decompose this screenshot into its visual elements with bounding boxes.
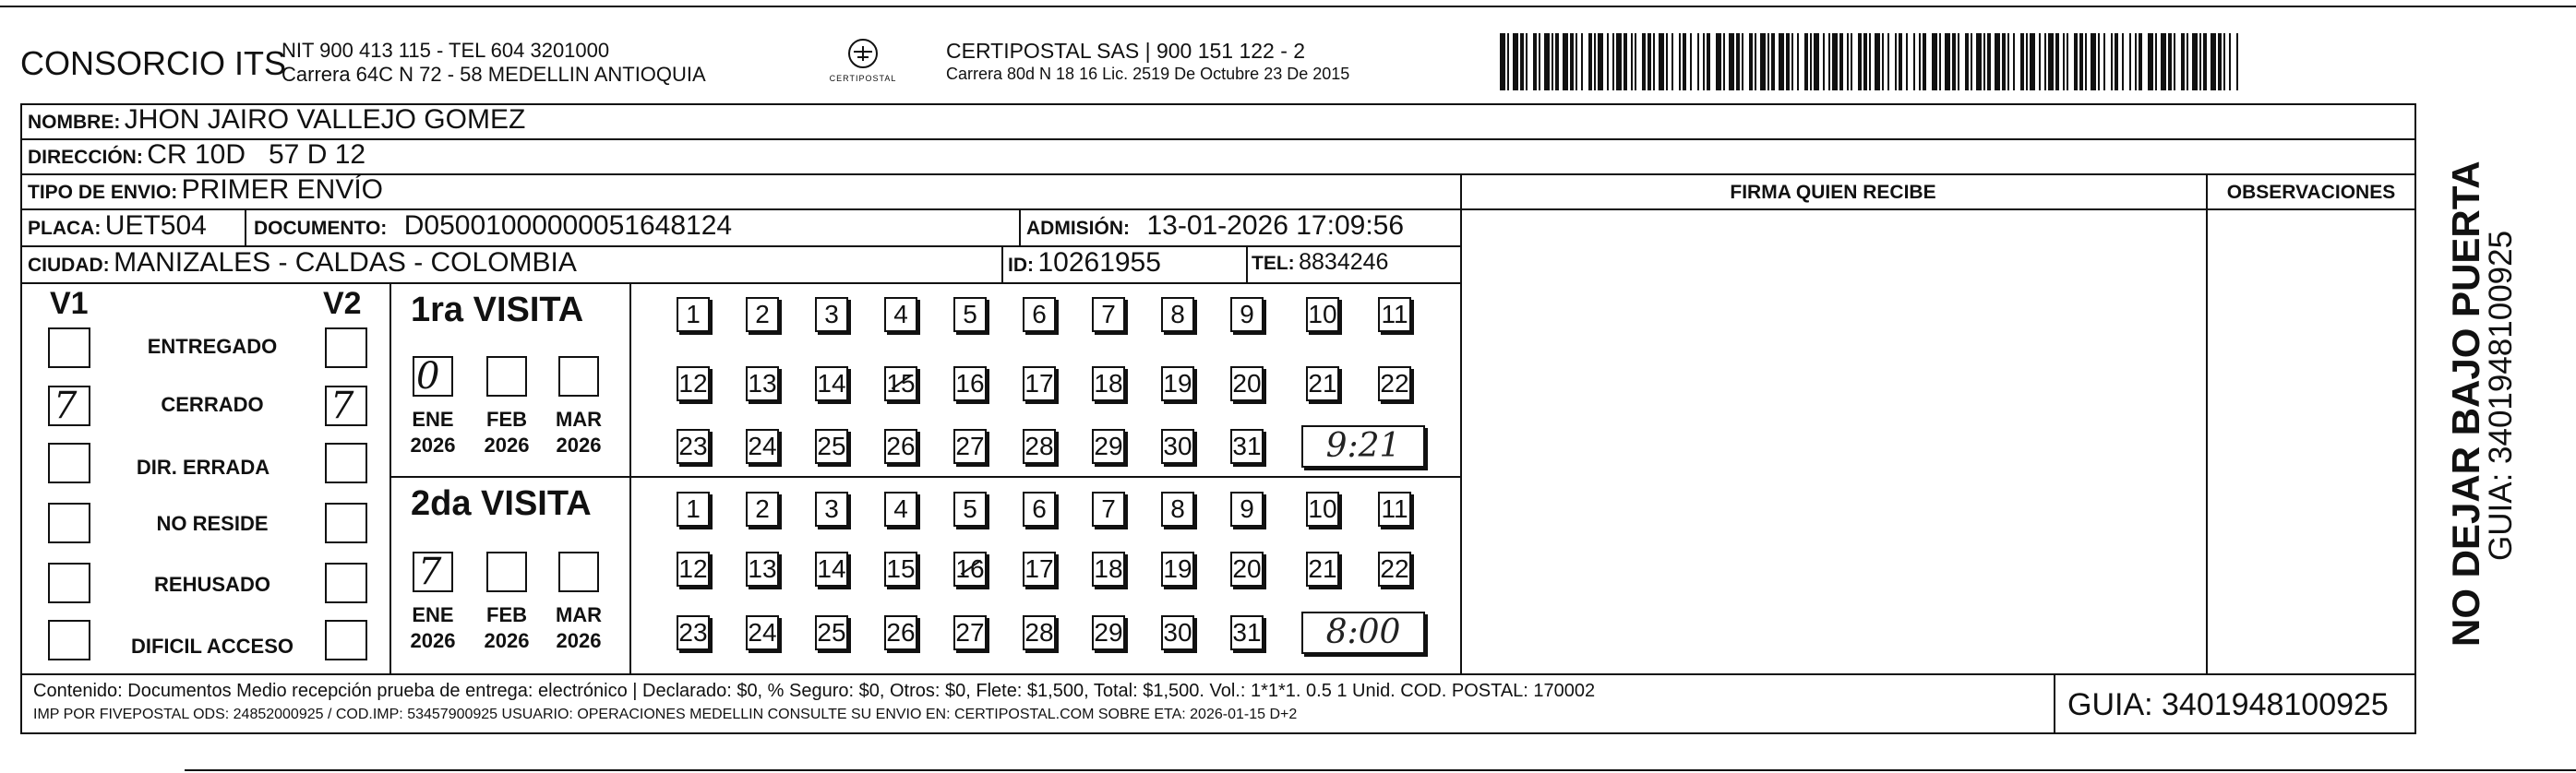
- v1-dificil-acceso-checkbox[interactable]: [48, 620, 90, 660]
- courier-address: Carrera 80d N 18 16 Lic. 2519 De Octubre 23 De 2015: [946, 65, 1350, 83]
- second-visit-ene-checkbox[interactable]: [413, 552, 453, 592]
- first-visit-feb-checkbox[interactable]: [486, 356, 527, 397]
- second-visit-feb-checkbox[interactable]: [486, 552, 527, 592]
- col-firma-left: [1460, 173, 1462, 673]
- second-visit-day-9[interactable]: 9: [1230, 492, 1264, 527]
- v1-cerrado-check-mark: 7: [54, 385, 78, 427]
- courier-name: CERTIPOSTAL SAS | 900 151 122 - 2: [946, 39, 1306, 63]
- status-cerrado: CERRADO: [161, 393, 264, 416]
- v1-rehusado-checkbox[interactable]: [48, 563, 90, 603]
- row-line-1: [20, 138, 2416, 140]
- admision-label: ADMISIÓN:: [1026, 218, 1130, 239]
- second-visit-day-26[interactable]: 26: [884, 615, 917, 650]
- col-observ-left: [2206, 173, 2208, 673]
- status-no-reside: NO RESIDE: [156, 512, 269, 535]
- first-visit-year-feb: 2026: [484, 434, 530, 457]
- v2-cerrado-checkbox[interactable]: [325, 386, 367, 426]
- second-visit-day-28[interactable]: 28: [1023, 615, 1056, 650]
- first-visit-day-23[interactable]: 23: [677, 429, 710, 464]
- v2-dificil-acceso-checkbox[interactable]: [325, 620, 367, 660]
- second-visit-day-21[interactable]: 21: [1306, 552, 1339, 587]
- v2-no-reside-checkbox[interactable]: [325, 503, 367, 543]
- bottom-border: [185, 769, 2576, 771]
- first-visit-day-3[interactable]: 3: [815, 297, 848, 332]
- id-label: ID:: [1008, 255, 1034, 276]
- tel-value: 8834246: [1299, 249, 1389, 275]
- second-visit-day-15[interactable]: 15: [884, 552, 917, 587]
- id-value: 10261955: [1037, 247, 1161, 278]
- second-visit-month-mar: MAR: [555, 603, 603, 626]
- admision-value: 13-01-2026 17:09:56: [1146, 210, 1405, 241]
- status-dificil-acceso: DIFICIL ACCESO: [130, 635, 294, 658]
- tipo-row: [28, 174, 383, 206]
- guia-box-left: [2054, 673, 2055, 734]
- second-visit-day-8[interactable]: 8: [1161, 492, 1194, 527]
- top-border: [0, 6, 2576, 7]
- second-visit-ene-mark: 7: [418, 551, 442, 593]
- direccion-row: [28, 139, 365, 171]
- placa-value: UET504: [104, 210, 207, 241]
- first-visit-day-26[interactable]: 26: [884, 429, 917, 464]
- first-visit-ene-mark: 0: [416, 355, 440, 398]
- side-guia: GUIA: 3401948100925: [2483, 230, 2519, 561]
- second-visit-day-27[interactable]: 27: [953, 615, 987, 650]
- status-entregado: ENTREGADO: [147, 335, 278, 358]
- id-sep: [1001, 245, 1003, 282]
- first-visit-year-mar: 2026: [556, 434, 602, 457]
- second-visit-day-11[interactable]: 11: [1378, 492, 1411, 527]
- first-visit-day-30[interactable]: 30: [1161, 429, 1194, 464]
- v2-entregado-checkbox[interactable]: [325, 327, 367, 368]
- documento-value: D05001000000051648124: [403, 210, 733, 241]
- first-visit-day-12[interactable]: 12: [677, 366, 710, 401]
- v1-cerrado-checkbox[interactable]: [48, 386, 90, 426]
- nombre-value: JHON JAIRO VALLEJO GOMEZ: [124, 104, 526, 135]
- first-visit-day-24[interactable]: 24: [746, 429, 779, 464]
- first-visit-month-ene: ENE: [412, 408, 454, 431]
- second-visit-month-feb: FEB: [486, 603, 527, 626]
- first-visit-day-18[interactable]: 18: [1092, 366, 1125, 401]
- second-visit-day-4[interactable]: 4: [884, 492, 917, 527]
- first-visit-day-13[interactable]: 13: [746, 366, 779, 401]
- first-visit-day-5[interactable]: 5: [953, 297, 987, 332]
- observaciones-label: OBSERVACIONES: [2226, 182, 2396, 203]
- tel-sep: [1246, 245, 1248, 282]
- certipostal-logo: [826, 35, 900, 90]
- v1-no-reside-checkbox[interactable]: [48, 503, 90, 543]
- id-row: [1008, 247, 1161, 279]
- first-visit-day-29[interactable]: 29: [1092, 429, 1125, 464]
- second-visit-day-1[interactable]: 1: [677, 492, 710, 527]
- placa-sep: [245, 208, 246, 245]
- v1-dir-errada-checkbox[interactable]: [48, 443, 90, 483]
- first-visit-day-22[interactable]: 22: [1378, 366, 1411, 401]
- status-dir-errada: DIR. ERRADA: [136, 456, 270, 479]
- second-visit-day-17[interactable]: 17: [1023, 552, 1056, 587]
- second-visit-year-feb: 2026: [484, 629, 530, 652]
- direccion-label: DIRECCIÓN:: [28, 147, 143, 168]
- v2-label: V2: [323, 286, 362, 321]
- placa-label: PLACA:: [28, 218, 102, 239]
- ciudad-row: [28, 247, 577, 279]
- no-dejar-bajo-puerta: NO DEJAR BAJO PUERTA: [2444, 161, 2487, 647]
- status-rehusado: REHUSADO: [154, 573, 270, 596]
- v2-dir-errada-checkbox[interactable]: [325, 443, 367, 483]
- company-address: Carrera 64C N 72 - 58 MEDELLIN ANTIOQUIA: [282, 63, 706, 86]
- second-visit-day-3[interactable]: 3: [815, 492, 848, 527]
- first-visit-day-4[interactable]: 4: [884, 297, 917, 332]
- row-line-5: [20, 282, 1460, 284]
- second-visit-day-25[interactable]: 25: [815, 615, 848, 650]
- second-visit-day-7[interactable]: 7: [1092, 492, 1125, 527]
- first-visit-day-11[interactable]: 11: [1378, 297, 1411, 332]
- second-visit-day-6[interactable]: 6: [1023, 492, 1056, 527]
- first-visit-mar-checkbox[interactable]: [558, 356, 599, 397]
- first-visit-day-15-scribble: [892, 375, 912, 390]
- nombre-label: NOMBRE:: [28, 112, 121, 133]
- v2-cerrado-check-mark: 7: [330, 385, 354, 427]
- first-visit-day-15[interactable]: 15: [884, 366, 917, 401]
- second-visit-day-10[interactable]: 10: [1306, 492, 1339, 527]
- second-visit-month-ene: ENE: [412, 603, 454, 626]
- second-visit-day-16-scribble: [961, 560, 981, 576]
- admision-row: [1026, 210, 1404, 242]
- first-visit-day-10[interactable]: 10: [1306, 297, 1339, 332]
- v1-entregado-checkbox[interactable]: [48, 327, 90, 368]
- tel-label: TEL:: [1252, 253, 1295, 274]
- first-visit-day-20[interactable]: 20: [1230, 366, 1264, 401]
- nombre-row: [28, 104, 525, 136]
- documento-label: DOCUMENTO:: [254, 218, 388, 239]
- documento-row: [254, 210, 732, 242]
- company-nit: NIT 900 413 115 - TEL 604 3201000: [282, 39, 610, 62]
- ciudad-value: MANIZALES - CALDAS - COLOMBIA: [114, 247, 577, 278]
- tipo-label: TIPO DE ENVIO:: [28, 182, 178, 203]
- second-visit-day-12[interactable]: 12: [677, 552, 710, 587]
- col-visit-right: [629, 282, 631, 673]
- first-visit-month-mar: MAR: [555, 408, 603, 431]
- first-visit-day-16[interactable]: 16: [953, 366, 987, 401]
- first-visit-day-27[interactable]: 27: [953, 429, 987, 464]
- first-visit-day-19[interactable]: 19: [1161, 366, 1194, 401]
- second-visit-day-2[interactable]: 2: [746, 492, 779, 527]
- first-visit-day-9[interactable]: 9: [1230, 297, 1264, 332]
- logo-text: CERTIPOSTAL: [829, 74, 897, 83]
- footer-contents: Contenido: Documentos Medio recepción prueba de entrega: electrónico | Declarado: $0, % Seguro: $0, Otros: $0, Flete: $1,500, Total: $1,500. Vol.: 1*1*1. 0.5 1 Unid. COD. POSTAL: 170002: [33, 681, 1596, 701]
- first-visit-day-28[interactable]: 28: [1023, 429, 1056, 464]
- second-visit-year-ene: 2026: [410, 629, 456, 652]
- placa-row: [28, 210, 207, 242]
- second-visit-day-20[interactable]: 20: [1230, 552, 1264, 587]
- second-visit-day-30[interactable]: 30: [1161, 615, 1194, 650]
- tipo-value: PRIMER ENVÍO: [181, 174, 384, 205]
- second-visit-mar-checkbox[interactable]: [558, 552, 599, 592]
- second-visit-day-24[interactable]: 24: [746, 615, 779, 650]
- second-visit-day-18[interactable]: 18: [1092, 552, 1125, 587]
- second-visit-day-31[interactable]: 31: [1230, 615, 1264, 650]
- second-visit-year-mar: 2026: [556, 629, 602, 652]
- first-visit-day-21[interactable]: 21: [1306, 366, 1339, 401]
- first-visit-ene-checkbox[interactable]: [413, 356, 453, 397]
- first-visit-day-1[interactable]: 1: [677, 297, 710, 332]
- second-visit-day-16[interactable]: 16: [953, 552, 987, 587]
- v2-rehusado-checkbox[interactable]: [325, 563, 367, 603]
- firma-label: FIRMA QUIEN RECIBE: [1730, 182, 1936, 203]
- first-visit-day-7[interactable]: 7: [1092, 297, 1125, 332]
- tel-row: [1252, 249, 1388, 276]
- second-visit-day-23[interactable]: 23: [677, 615, 710, 650]
- admision-sep: [1019, 208, 1021, 245]
- row-line-6: [20, 673, 2416, 675]
- first-visit-day-6[interactable]: 6: [1023, 297, 1056, 332]
- direccion-value: CR 10D 57 D 12: [147, 139, 366, 170]
- ciudad-label: CIUDAD:: [28, 255, 110, 276]
- first-visit-year-ene: 2026: [410, 434, 456, 457]
- first-visit-month-feb: FEB: [486, 408, 527, 431]
- second-visit-day-19[interactable]: 19: [1161, 552, 1194, 587]
- second-visit-day-14[interactable]: 14: [815, 552, 848, 587]
- company-name: CONSORCIO ITS: [20, 44, 287, 82]
- visit-separator: [389, 476, 1460, 478]
- second-visit-title: 2da VISITA: [411, 484, 592, 523]
- second-visit-day-22[interactable]: 22: [1378, 552, 1411, 587]
- first-visit-day-8[interactable]: 8: [1161, 297, 1194, 332]
- second-visit-time-field[interactable]: 8:00: [1301, 612, 1425, 654]
- first-visit-title: 1ra VISITA: [411, 291, 584, 329]
- second-visit-day-29[interactable]: 29: [1092, 615, 1125, 650]
- first-visit-day-17[interactable]: 17: [1023, 366, 1056, 401]
- first-visit-day-2[interactable]: 2: [746, 297, 779, 332]
- second-visit-day-13[interactable]: 13: [746, 552, 779, 587]
- first-visit-day-14[interactable]: 14: [815, 366, 848, 401]
- footer-print-info: IMP POR FIVEPOSTAL ODS: 24852000925 / COD.IMP: 53457900925 USUARIO: OPERACIONES MEDELLIN CONSULTE SU ENVIO EN: CERTIPOSTAL.COM SOBRE ETA: 2026-01-15 D+2: [33, 707, 1298, 722]
- footer-guia: GUIA: 3401948100925: [2067, 687, 2389, 722]
- first-visit-day-31[interactable]: 31: [1230, 429, 1264, 464]
- v1-label: V1: [50, 286, 89, 321]
- second-visit-day-5[interactable]: 5: [953, 492, 987, 527]
- first-visit-day-25[interactable]: 25: [815, 429, 848, 464]
- first-visit-time-field[interactable]: 9:21: [1301, 425, 1425, 468]
- firma-header-line: [1460, 208, 2416, 210]
- barcode: [1500, 33, 2238, 90]
- col-status-right: [389, 282, 391, 673]
